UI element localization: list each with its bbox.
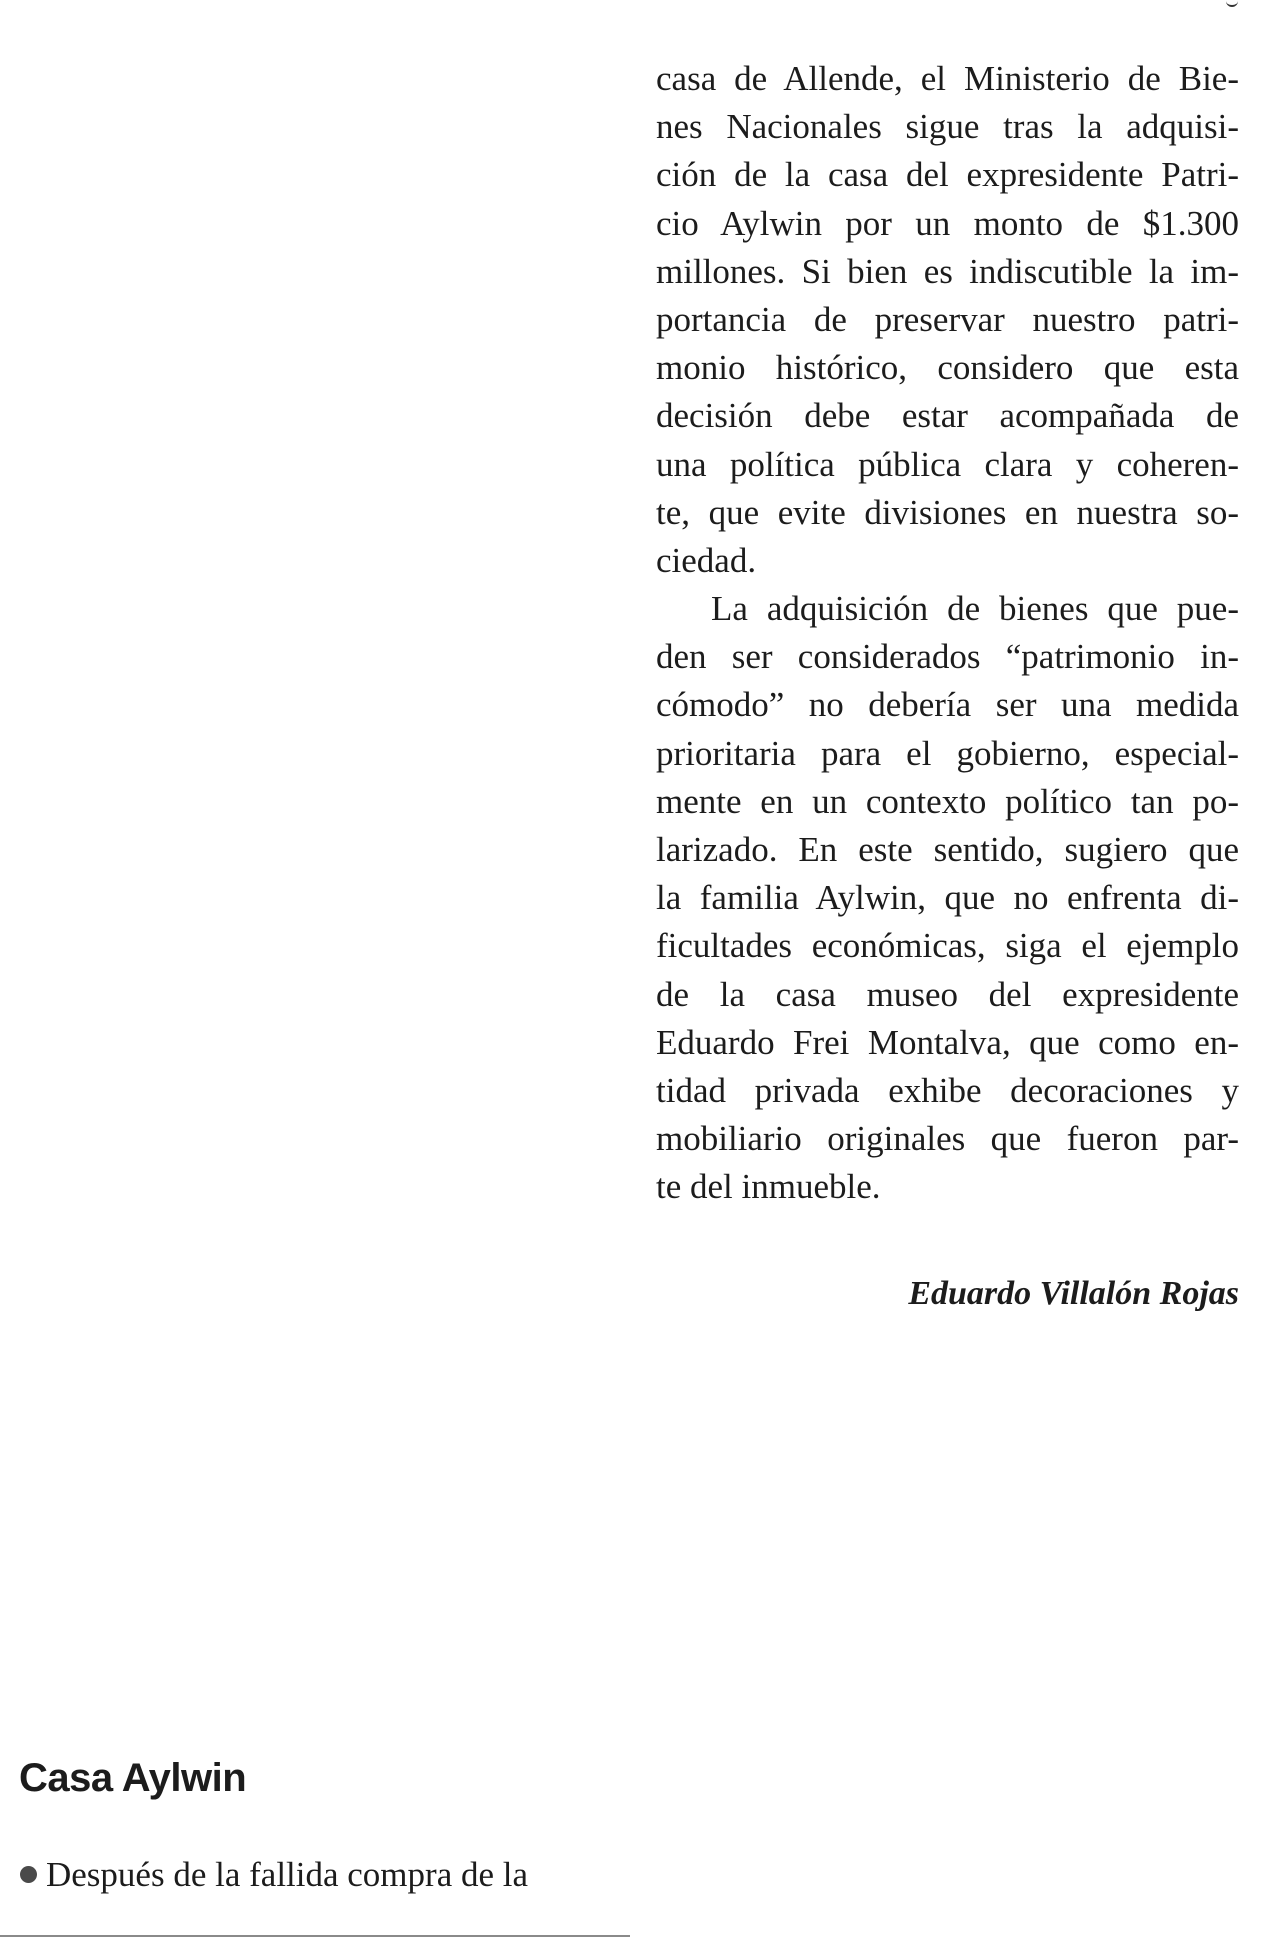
text-line: prioritaria para el gobierno, especial- — [656, 733, 1239, 773]
text-line: mente en un contexto político tan po- — [656, 781, 1239, 821]
text-line: larizado. En este sentido, sugiero que — [656, 830, 1239, 869]
text-line: monio histórico, considero que esta — [656, 348, 1239, 388]
section-heading: Casa Aylwin — [19, 1756, 247, 1800]
letter-body — [656, 55, 1239, 1212]
text-line: ciedad. — [656, 540, 757, 580]
text-line: tidad privada exhibe decoraciones y — [656, 1070, 1239, 1110]
text-line: cómodo” no debería ser una medida — [656, 685, 1239, 725]
letter-paragraph-1 — [656, 55, 1239, 585]
text-line: mobiliario originales que fueron par- — [656, 1119, 1239, 1159]
text-line: portancia de preservar nuestro patri- — [656, 299, 1239, 339]
text-line: cio Aylwin por un monto de $1.300 — [656, 203, 1239, 243]
text-line: la familia Aylwin, que no enfrenta di- — [656, 878, 1239, 918]
text-line: den ser considerados “patrimonio in- — [656, 637, 1239, 677]
text-line: nes Nacionales sigue tras la adquisi- — [656, 107, 1239, 147]
text-line: ción de la casa del expresidente Patri- — [656, 155, 1239, 195]
text-line: una política pública clara y coheren- — [656, 444, 1239, 484]
summary-lead — [20, 1851, 620, 1899]
text-line: te, que evite divisiones en nuestra so- — [656, 492, 1239, 532]
author-signature: Eduardo Villalón Rojas — [908, 1275, 1239, 1312]
text-line: te del inmueble. — [656, 1167, 881, 1207]
bullet-icon — [20, 1866, 37, 1883]
section-divider — [0, 1935, 630, 1937]
text-line: de la casa museo del expresidente — [656, 974, 1239, 1014]
text-line: Eduardo Frei Montalva, que como en- — [656, 1022, 1239, 1062]
letter-paragraph-2 — [656, 585, 1239, 1211]
text-line: millones. Si bien es indiscutible la im- — [656, 251, 1239, 291]
text-line: decisión debe estar acompañada de — [656, 396, 1239, 436]
text-line: casa de Allende, el Ministerio de Bie- — [656, 59, 1239, 98]
summary-lead-text: Después de la fallida compra de la — [46, 1855, 529, 1894]
corner-mark — [1226, 0, 1238, 7]
text-line: ficultades económicas, siga el ejemplo — [656, 926, 1239, 966]
text-line: La adquisición de bienes que pue- — [711, 589, 1239, 629]
